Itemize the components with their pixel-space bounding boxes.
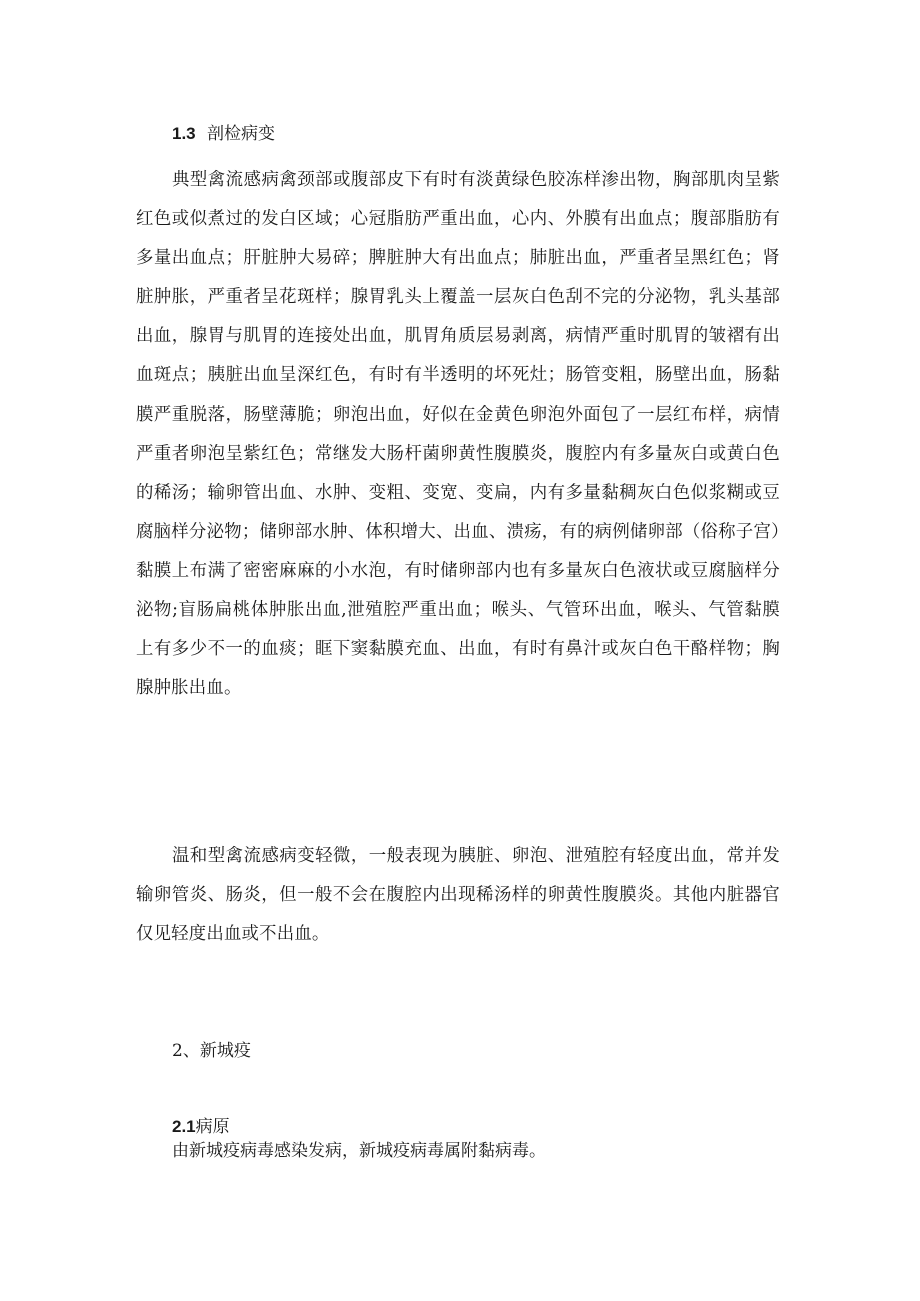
paragraph-typical-lesions: 典型禽流感病禽颈部或腹部皮下有时有淡黄绿色胶冻样渗出物，胸部肌肉呈紫红色或似煮过的发白区域；心冠脂肪严重出血，心内、外膜有出血点；腹部脂肪有多量出血点；肝脏肿大易碎；脾脏肿大有出血点；肺脏出血，严重者呈黑红色；肾脏肿胀，严重者呈花斑样；腺胃乳头上覆盖一层灰白色刮不完的分泌物，乳头基部出血，腺胃与肌胃的连接处出血，肌胃角质层易剥离，病情严重时肌胃的皱褶有出血斑点；胰脏出血呈深红色，有时有半透明的坏死灶；肠管变粗，肠壁出血，肠黏膜严重脱落，肠壁薄脆；卵泡出血，好似在金黄色卵泡外面包了一层红布样，病情严重者卵泡呈紫红色；常继发大肠杆菌卵黄性腹膜炎，腹腔内有多量灰白或黄白色的稀汤；输卵管出血、水肿、变粗、变宽、变扁，内有多量黏稠灰白色似浆糊或豆腐脑样分泌物；储卵部水肿、体积增大、出血、溃疡，有的病例储卵部（俗称子宫）黏膜上布满了密密麻麻的小水泡，有时储卵部内也有多量灰白色液状或豆腐脑样分泌物;盲肠扁桃体肿胀出血,泄殖腔严重出血；喉头、气管环出血，喉头、气管黏膜上有多少不一的血痰；眶下窦黏膜充血、出血，有时有鼻汁或灰白色干酪样物；胸腺肿胀出血。 <box>136 170 780 699</box>
section-2-1-number: 2.1 <box>172 1117 196 1136</box>
section-1-3-heading <box>172 122 275 146</box>
section-2-title: 2、新城疫 <box>172 1041 251 1061</box>
section-1-3-number: 1.3 <box>172 124 196 143</box>
paragraph-mild-lesions: 温和型禽流感病变轻微，一般表现为胰脏、卵泡、泄殖腔有轻度出血，常并发输卵管炎、肠炎，但一般不会在腹腔内出现稀汤样的卵黄性腹膜炎。其他内脏器官仅见轻度出血或不出血。 <box>136 846 780 945</box>
section-2-heading <box>172 1039 251 1063</box>
section-2-1-heading <box>172 1115 230 1139</box>
section-2-1-body: 由新城疫病毒感染发病，新城疫病毒属附黏病毒。 <box>172 1141 546 1161</box>
section-2-1-title: 病原 <box>195 1117 230 1137</box>
section-1-3-title: 剖检病变 <box>207 124 276 144</box>
